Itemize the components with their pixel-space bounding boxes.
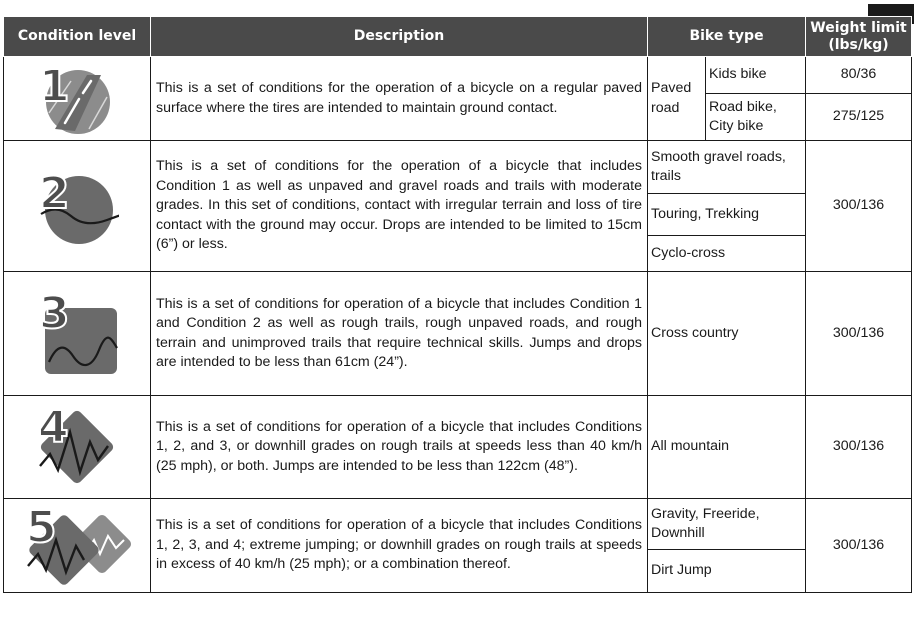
- bike-type-cell: Cross country: [648, 272, 806, 396]
- level-number: 4: [38, 402, 69, 453]
- level-number: 1: [39, 60, 70, 112]
- condition-1-icon-cell: [4, 57, 151, 141]
- condition-table: [3, 16, 912, 593]
- condition-4-description: This is a set of conditions for operation of a bicycle that includes Conditions 1, 2, and 3, or downhill grades on rough trails at speeds less than 40 km/h (25 mph), or both. Jumps are intended to be less than 122cm (48”).: [151, 396, 648, 499]
- level-number: 3: [39, 287, 70, 339]
- table-row: [4, 141, 912, 194]
- header-bike-type: Bike type: [648, 17, 806, 57]
- bike-type-cell: All mountain: [648, 396, 806, 499]
- weight-limit-cell: 275/125: [806, 94, 912, 141]
- table-row: [4, 396, 912, 499]
- weight-limit-cell: 300/136: [806, 396, 912, 499]
- level-number: 5: [26, 501, 57, 553]
- bike-type-cell: Cyclo-cross: [648, 236, 806, 272]
- condition-1-description: This is a set of conditions for the operation of a bicycle on a regular paved surface where the tires are intended to maintain ground contact.: [151, 57, 648, 141]
- paved-road-icon: [35, 61, 119, 137]
- condition-1-category: Paved road: [648, 57, 706, 141]
- weight-limit-cell: 300/136: [806, 141, 912, 272]
- header-weight-limit-line2: (lbs/kg): [828, 36, 889, 53]
- condition-4-icon-cell: [4, 396, 151, 499]
- weight-limit-cell: 80/36: [806, 57, 912, 94]
- level-number: 2: [39, 168, 70, 219]
- bike-type-cell: Gravity, Freeride, Downhill: [648, 499, 806, 550]
- condition-3-description: This is a set of conditions for operation of a bicycle that includes Condition 1 and Condition 2 as well as rough trails, rough unpaved roads, and rough terrain and unimproved trails that require technical skills. Jumps and drops are intended to be less than 61cm (24”).: [151, 272, 648, 396]
- bike-type-cell: Smooth gravel roads, trails: [648, 141, 806, 194]
- bike-type-cell: Touring, Trekking: [648, 194, 806, 236]
- table-row: [4, 499, 912, 550]
- condition-3-icon-cell: [4, 272, 151, 396]
- gentle-hill-icon: [35, 164, 119, 248]
- condition-2-icon-cell: [4, 141, 151, 272]
- extreme-terrain-icon: [22, 500, 132, 592]
- bike-type-cell: Kids bike: [706, 57, 806, 94]
- condition-5-icon-cell: [4, 499, 151, 593]
- zigzag-terrain-icon: [32, 402, 122, 492]
- header-weight-limit: [806, 17, 912, 57]
- table-row: [4, 272, 912, 396]
- bike-type-cell: Dirt Jump: [648, 550, 806, 593]
- header-weight-limit-line1: Weight limit: [810, 19, 907, 36]
- condition-5-description: This is a set of conditions for operation of a bicycle that includes Conditions 1, 2, 3, and 4; extreme jumping; or downhill grades on rough trails at speeds in excess of 40 km/h (25 mph); or a combination thereof.: [151, 499, 648, 593]
- bike-type-cell: Road bike, City bike: [706, 94, 806, 141]
- header-description: Description: [151, 17, 648, 57]
- weight-limit-cell: 300/136: [806, 499, 912, 593]
- wave-terrain-icon: [33, 288, 121, 380]
- header-condition-level: Condition level: [4, 17, 151, 57]
- condition-2-description: This is a set of conditions for the operation of a bicycle that includes Condition 1 as well as unpaved and gravel roads and trails with moderate grades. In this set of conditions, contact with irregular terrain and loss of tire contact with the ground may occur. Drops are intended to be limited to 15cm (6”) or less.: [151, 141, 648, 272]
- weight-limit-cell: 300/136: [806, 272, 912, 396]
- table-row: [4, 57, 912, 94]
- header-row: [4, 17, 912, 57]
